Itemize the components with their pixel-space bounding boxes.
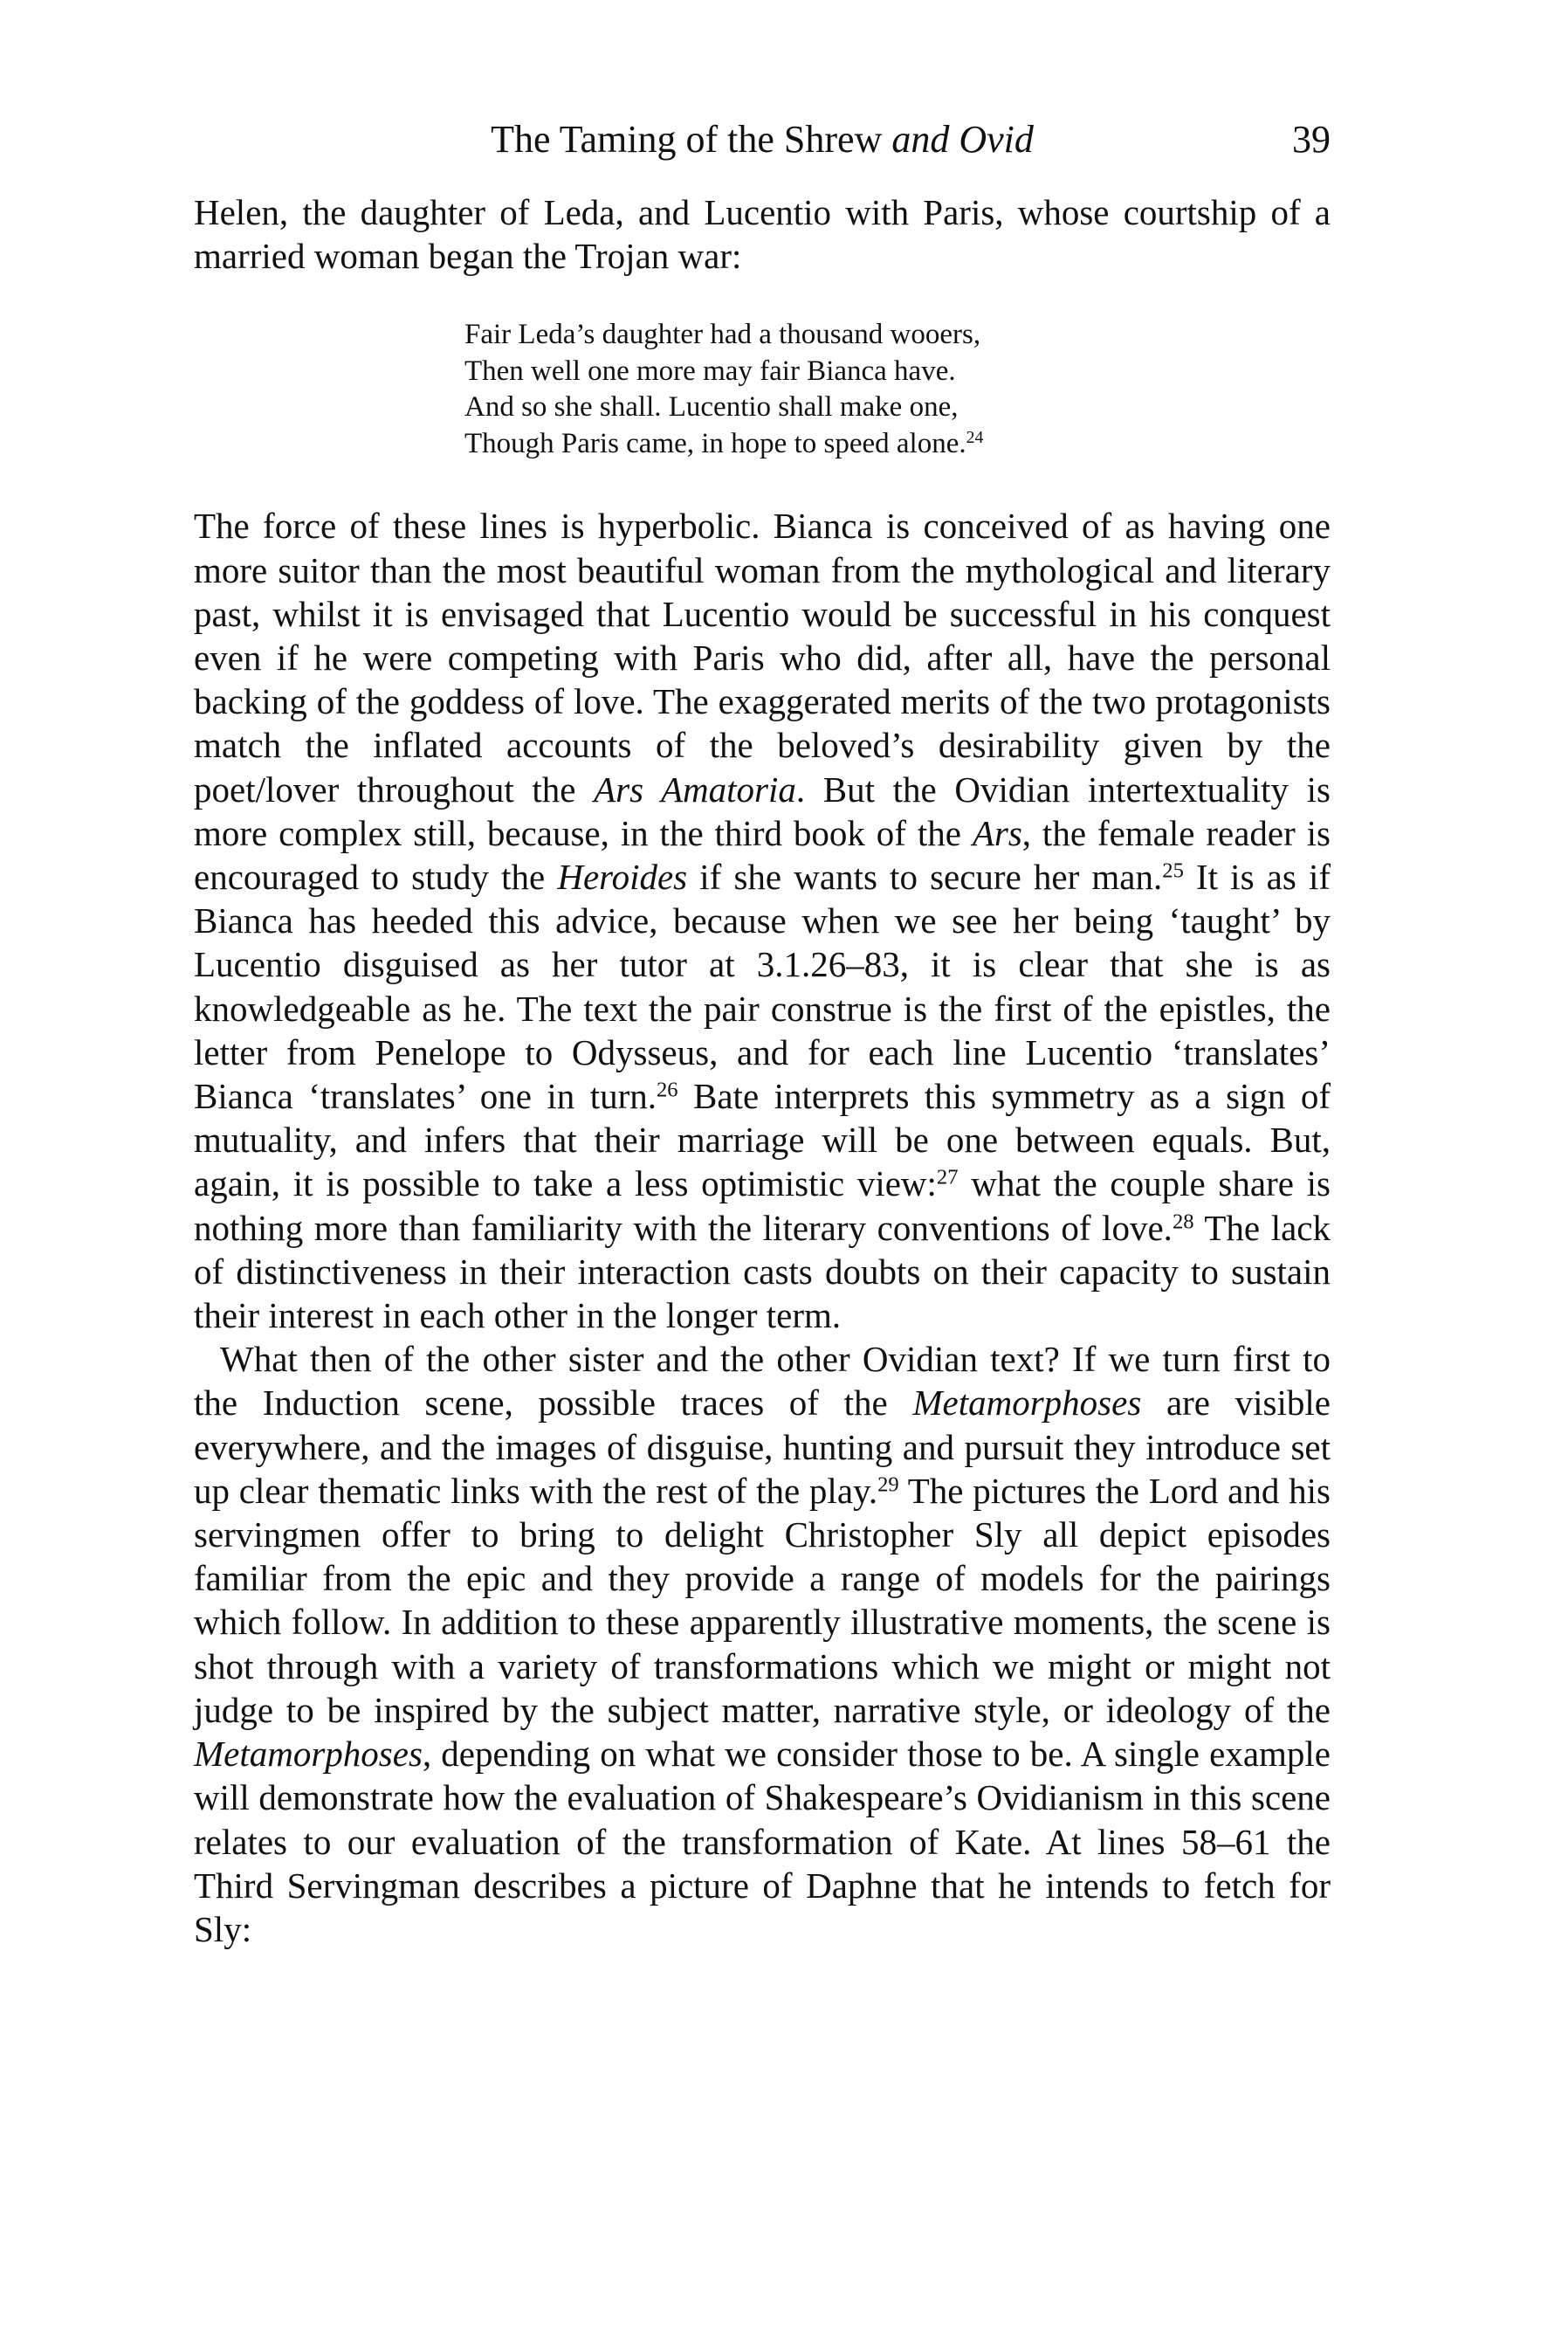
footnote-ref: 28 bbox=[1172, 1210, 1194, 1234]
paragraph-2 bbox=[194, 504, 1331, 1337]
verse-line-text: Though Paris came, in hope to speed alone. bbox=[464, 427, 966, 459]
footnote-ref: 27 bbox=[936, 1165, 959, 1189]
text-run: are visible everywhere, and the images of disguise, hunting and pursuit they introduce set up clear thematic links with the rest of the play. bbox=[194, 1382, 1331, 1511]
text-run: . But the Ovidian intertextuality is more complex still, because, in the third book of the bbox=[194, 769, 1331, 853]
text-run: what the couple share is nothing more than familiarity with the literary conventions of love. bbox=[194, 1163, 1331, 1248]
running-title bbox=[194, 114, 1331, 166]
footnote-ref: 29 bbox=[877, 1472, 899, 1497]
page-number: 39 bbox=[1292, 118, 1331, 161]
italic-title: Ars bbox=[972, 812, 1022, 853]
running-title-roman: The Taming of the Shrew bbox=[491, 118, 892, 161]
footnote-ref: 26 bbox=[657, 1078, 678, 1102]
footnote-ref: 25 bbox=[1162, 858, 1184, 883]
text-run: The lack of distinctiveness in their interaction casts doubts on their capacity to sustain their interest in each other in the longer term. bbox=[194, 1207, 1331, 1336]
text-run: The pictures the Lord and his servingmen offer to bring to delight Christopher Sly all depict episodes familiar from the epic and they provide a range of models for the pairings which follow. In addition to these apparently illustrative moments, the scene is shot through with a variety of transformations which we might or might not judge to be inspired by the subject matter, narrative style, or ideology of the bbox=[194, 1470, 1331, 1730]
italic-title: Metamorphoses bbox=[194, 1734, 423, 1775]
text-run: , the female reader is encouraged to study the bbox=[194, 812, 1331, 898]
verse-line: And so she shall. Lucentio shall make one, bbox=[464, 391, 959, 424]
italic-title: Metamorphoses bbox=[912, 1382, 1142, 1424]
text-run: if she wants to secure her man. bbox=[687, 857, 1163, 898]
italic-title: Heroides bbox=[557, 857, 688, 898]
verse-line-last bbox=[464, 426, 1331, 463]
text-run: Bate interprets this symmetry as a sign of mutuality, and infers that their marriage will be one between equals. But, again, it is possible to take a less optimistic view: bbox=[194, 1076, 1331, 1204]
running-head bbox=[194, 114, 1331, 166]
body-text bbox=[194, 190, 1331, 1951]
verse-line: Then well one more may fair Bianca have. bbox=[464, 355, 956, 387]
verse-line: Fair Leda’s daughter had a thousand wooers, bbox=[464, 319, 981, 351]
verse-quotation bbox=[464, 317, 1331, 462]
running-title-italic: and Ovid bbox=[891, 118, 1034, 161]
paragraph-1: Helen, the daughter of Leda, and Lucentio with Paris, whose courtship of a married woman began the Trojan war: bbox=[194, 192, 1331, 277]
paragraph-3 bbox=[194, 1337, 1331, 1951]
italic-title: Ars Amatoria bbox=[594, 769, 796, 810]
text-run: , depending on what we consider those to be. A single example will demonstrate how the evaluation of Shakespeare’s Ovidianism in this scene relates to our evaluation of the transformation of Kate. At lines 58–61 the Third Servingman describes a picture of Daphne that he intends to fetch for Sly: bbox=[194, 1734, 1331, 1949]
text-run: It is as if Bianca has heeded this advice, because when we see her being ‘taught’ by Lucentio disguised as her tutor at 3.1.26–83, it is clear that she is as knowledgeable as he. The text the pair construe is the first of the epistles, the letter from Penelope to Odysseus, and for each line Lucentio ‘translates’ Bianca ‘translates’ one in turn. bbox=[194, 857, 1331, 1117]
text-run: What then of the other sister and the other Ovidian text? If we turn first to the Induction scene, possible traces of the bbox=[194, 1339, 1331, 1424]
text-run: The force of these lines is hyperbolic. Bianca is conceived of as having one more suitor than the most beautiful woman from the mythological and literary past, whilst it is envisaged that Lucentio would be successful in his conquest even if he were competing with Paris who did, after all, have the personal backing of the goddess of love. The exaggerated merits of the two protagonists match the inflated accounts of the beloved’s desirability given by the poet/lover throughout the bbox=[194, 506, 1331, 810]
footnote-ref: 24 bbox=[966, 428, 984, 448]
